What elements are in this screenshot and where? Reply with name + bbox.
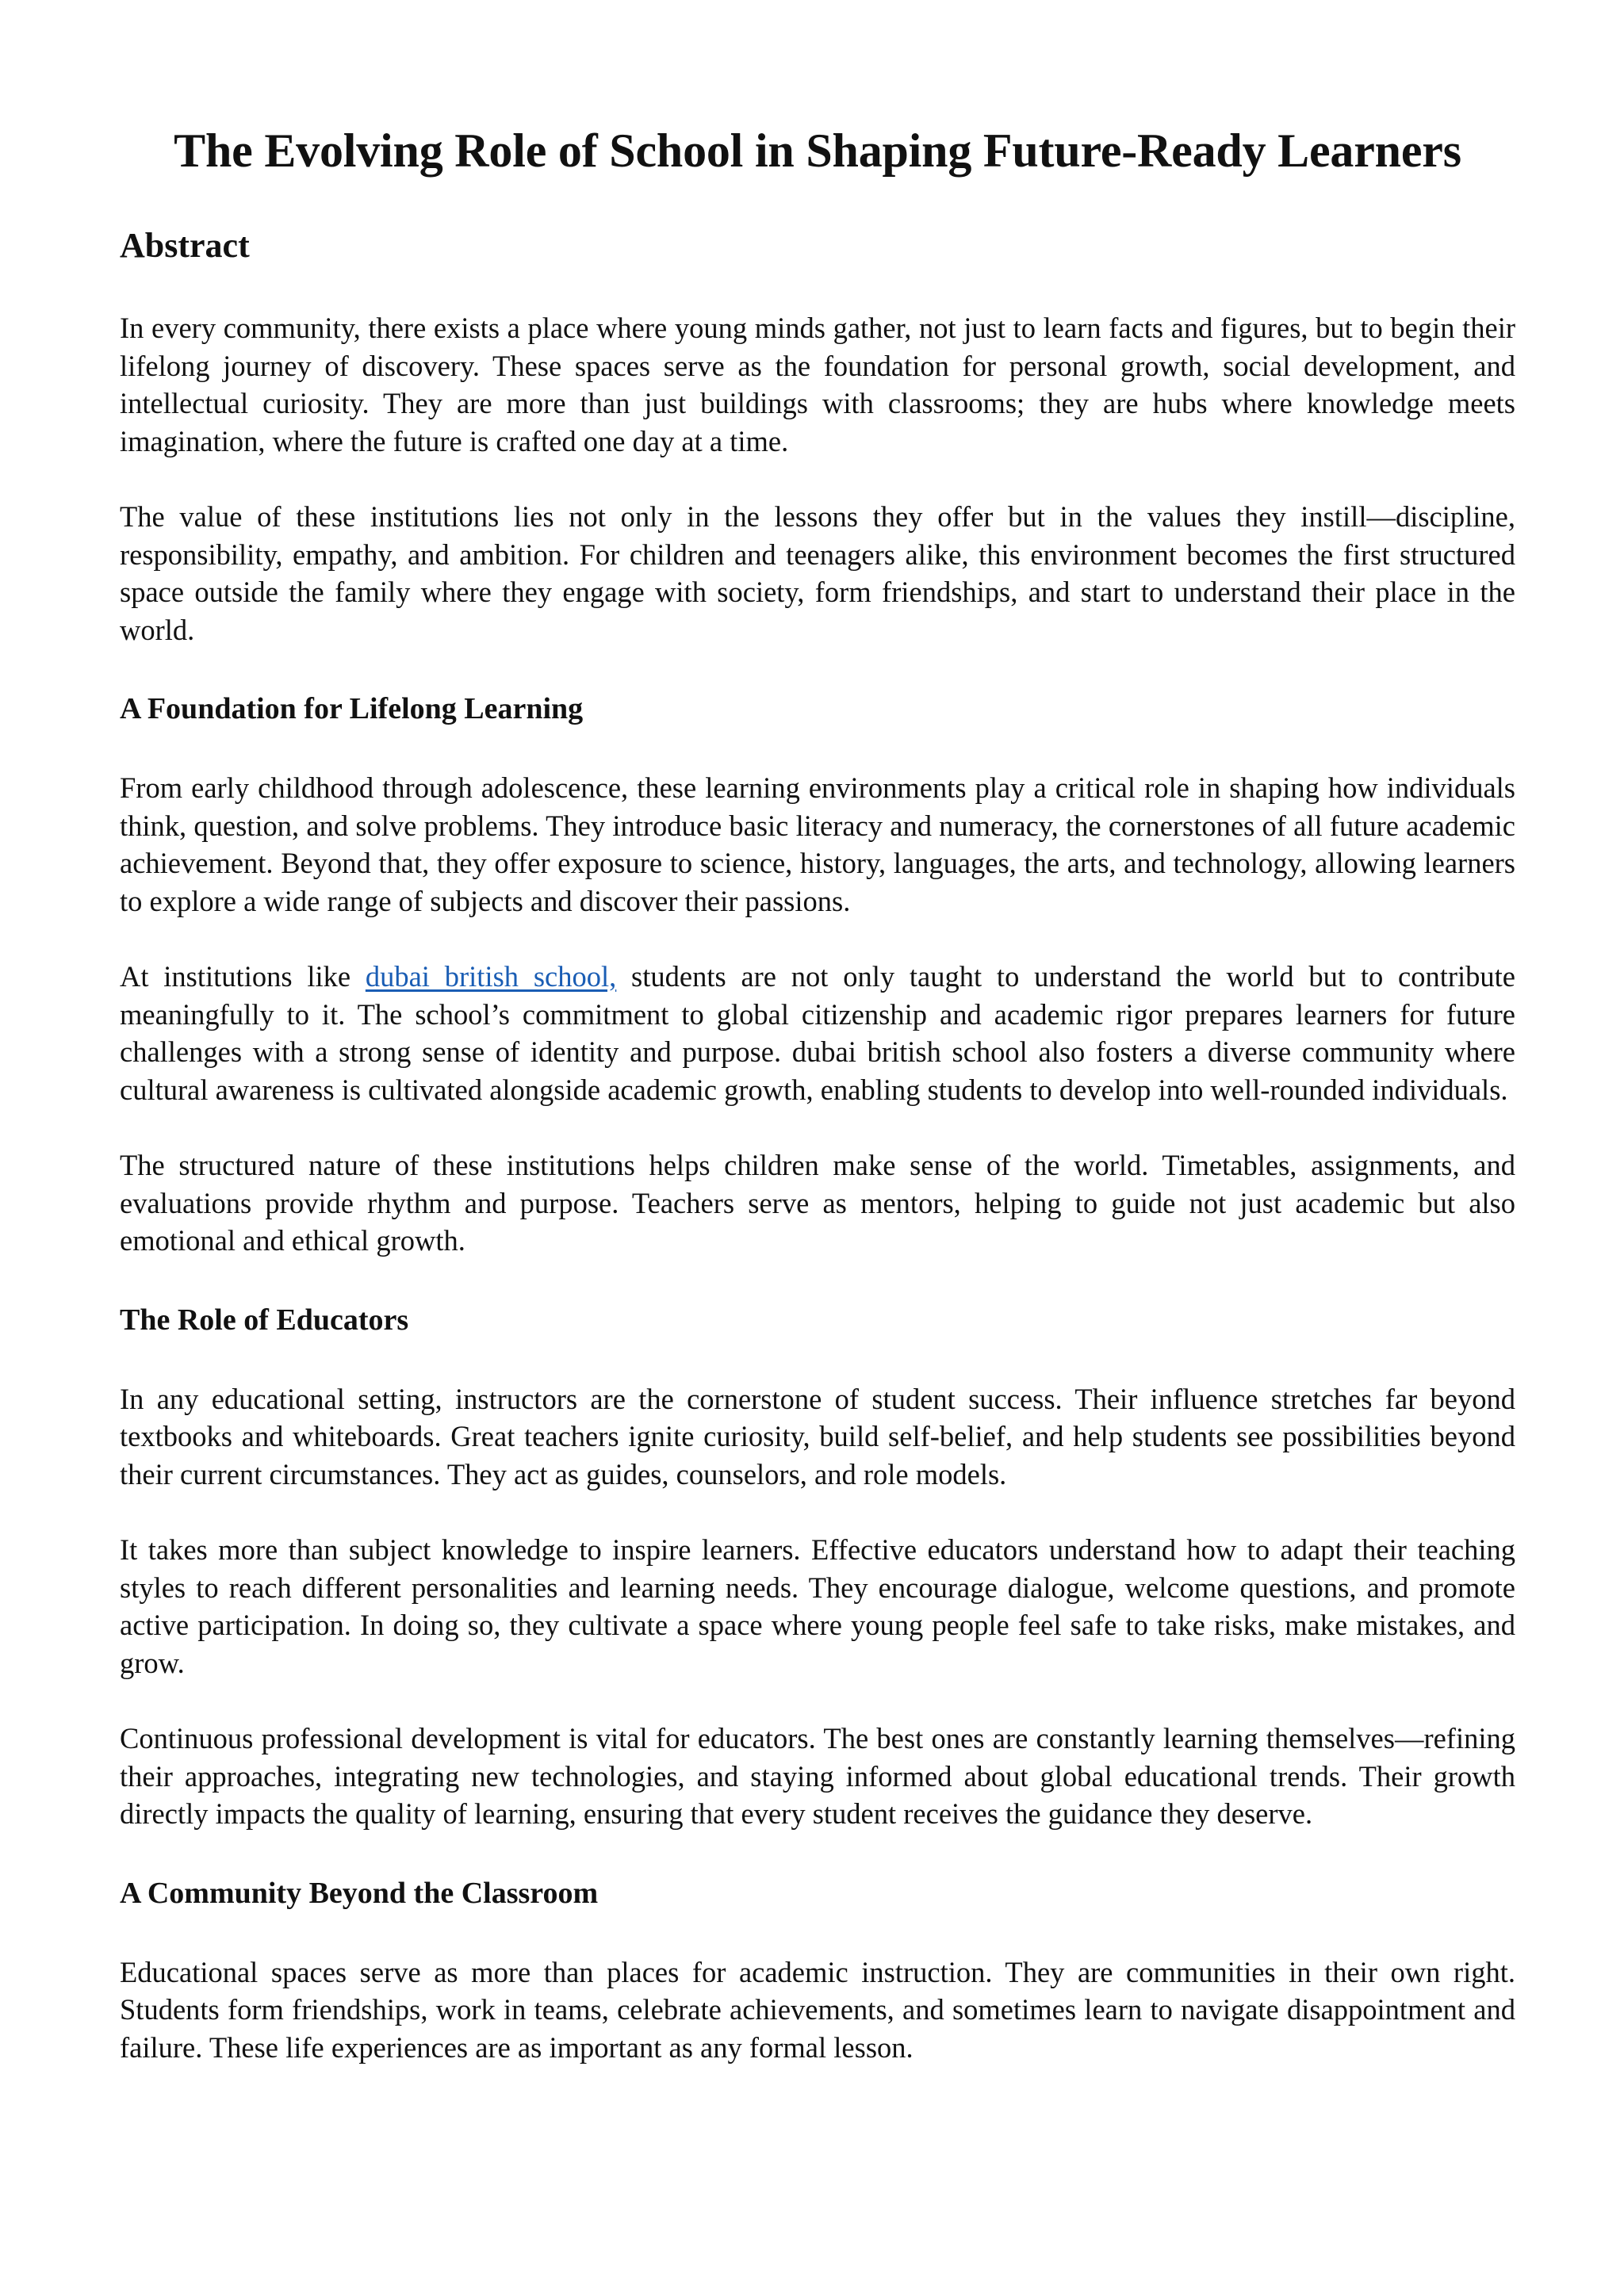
abstract-paragraph-1: In every community, there exists a place where young minds gather, not just to learn facts and figures, but to begin their lifelong journey of discovery. These spaces serve as the foundation for personal growth, social development, and intellectual curiosity. They are more than just buildings with classrooms; they are hubs where knowledge meets imagination, where the future is crafted one day at a time.	[120, 312, 1515, 457]
foundation-paragraph-2-rest: students are not only taught to understand the world but to contribute meaningfully to it. The school’s commitment to global citizenship and academic rigor prepares learners for future challenges with a strong sense of identity and purpose. dubai british school also fosters a diverse community where cultural awareness is cultivated alongside academic growth, enabling students to develop into well-rounded individuals.	[120, 960, 1515, 1106]
educators-paragraph-1: In any educational setting, instructors are the cornerstone of student success. Their influence stretches far beyond textbooks and whiteboards. Great teachers ignite curiosity, build self-belief, and help students see possibilities beyond their current circumstances. They act as guides, counselors, and role models.	[120, 1382, 1515, 1490]
section-heading-educators: The Role of Educators	[120, 1303, 409, 1337]
document-body	[120, 119, 1515, 2066]
abstract-paragraph-2: The value of these institutions lies not only in the lessons they offer but in the values they instill—discipline, responsibility, empathy, and ambition. For children and teenagers alike, this environment becomes the first structured space outside the family where they engage with society, form friendships, and start to understand their place in the world.	[120, 500, 1515, 646]
foundation-paragraph-2-lead: At institutions like	[120, 960, 366, 993]
abstract-heading: Abstract	[120, 226, 250, 265]
section-heading-foundation: A Foundation for Lifelong Learning	[120, 692, 584, 725]
community-paragraph-1: Educational spaces serve as more than places for academic instruction. They are communities in their own right. Students form friendships, work in teams, celebrate achievements, and sometimes learn to navigate disappointment and failure. These life experiences are as important as any formal lesson.	[120, 1955, 1515, 2064]
educators-paragraph-2: It takes more than subject knowledge to inspire learners. Effective educators understand how to adapt their teaching styles to reach different personalities and learning needs. They encourage dialogue, welcome questions, and promote active participation. In doing so, they cultivate a space where young people feel safe to take risks, make mistakes, and grow.	[120, 1533, 1515, 1679]
section-heading-community: A Community Beyond the Classroom	[120, 1876, 599, 1910]
document-title: The Evolving Role of School in Shaping Future-Ready Learners	[174, 124, 1461, 177]
educators-paragraph-3: Continuous professional development is vital for educators. The best ones are constantly learning themselves—refining their approaches, integrating new technologies, and staying informed about global educational trends. Their growth directly impacts the quality of learning, ensuring that every student receives the guidance they deserve.	[120, 1722, 1515, 1830]
foundation-paragraph-1: From early childhood through adolescence, these learning environments play a critical role in shaping how individuals think, question, and solve problems. They introduce basic literacy and numeracy, the cornerstones of all future academic achievement. Beyond that, they offer exposure to science, history, languages, the arts, and technology, allowing learners to explore a wide range of subjects and discover their passions.	[120, 771, 1515, 917]
foundation-paragraph-2	[120, 958, 1515, 1108]
foundation-paragraph-3: The structured nature of these institutions helps children make sense of the world. Timetables, assignments, and evaluations provide rhythm and purpose. Teachers serve as mentors, helping to guide not just academic but also emotional and ethical growth.	[120, 1149, 1515, 1257]
dubai-british-school-link[interactable]: dubai british school,	[365, 960, 617, 993]
